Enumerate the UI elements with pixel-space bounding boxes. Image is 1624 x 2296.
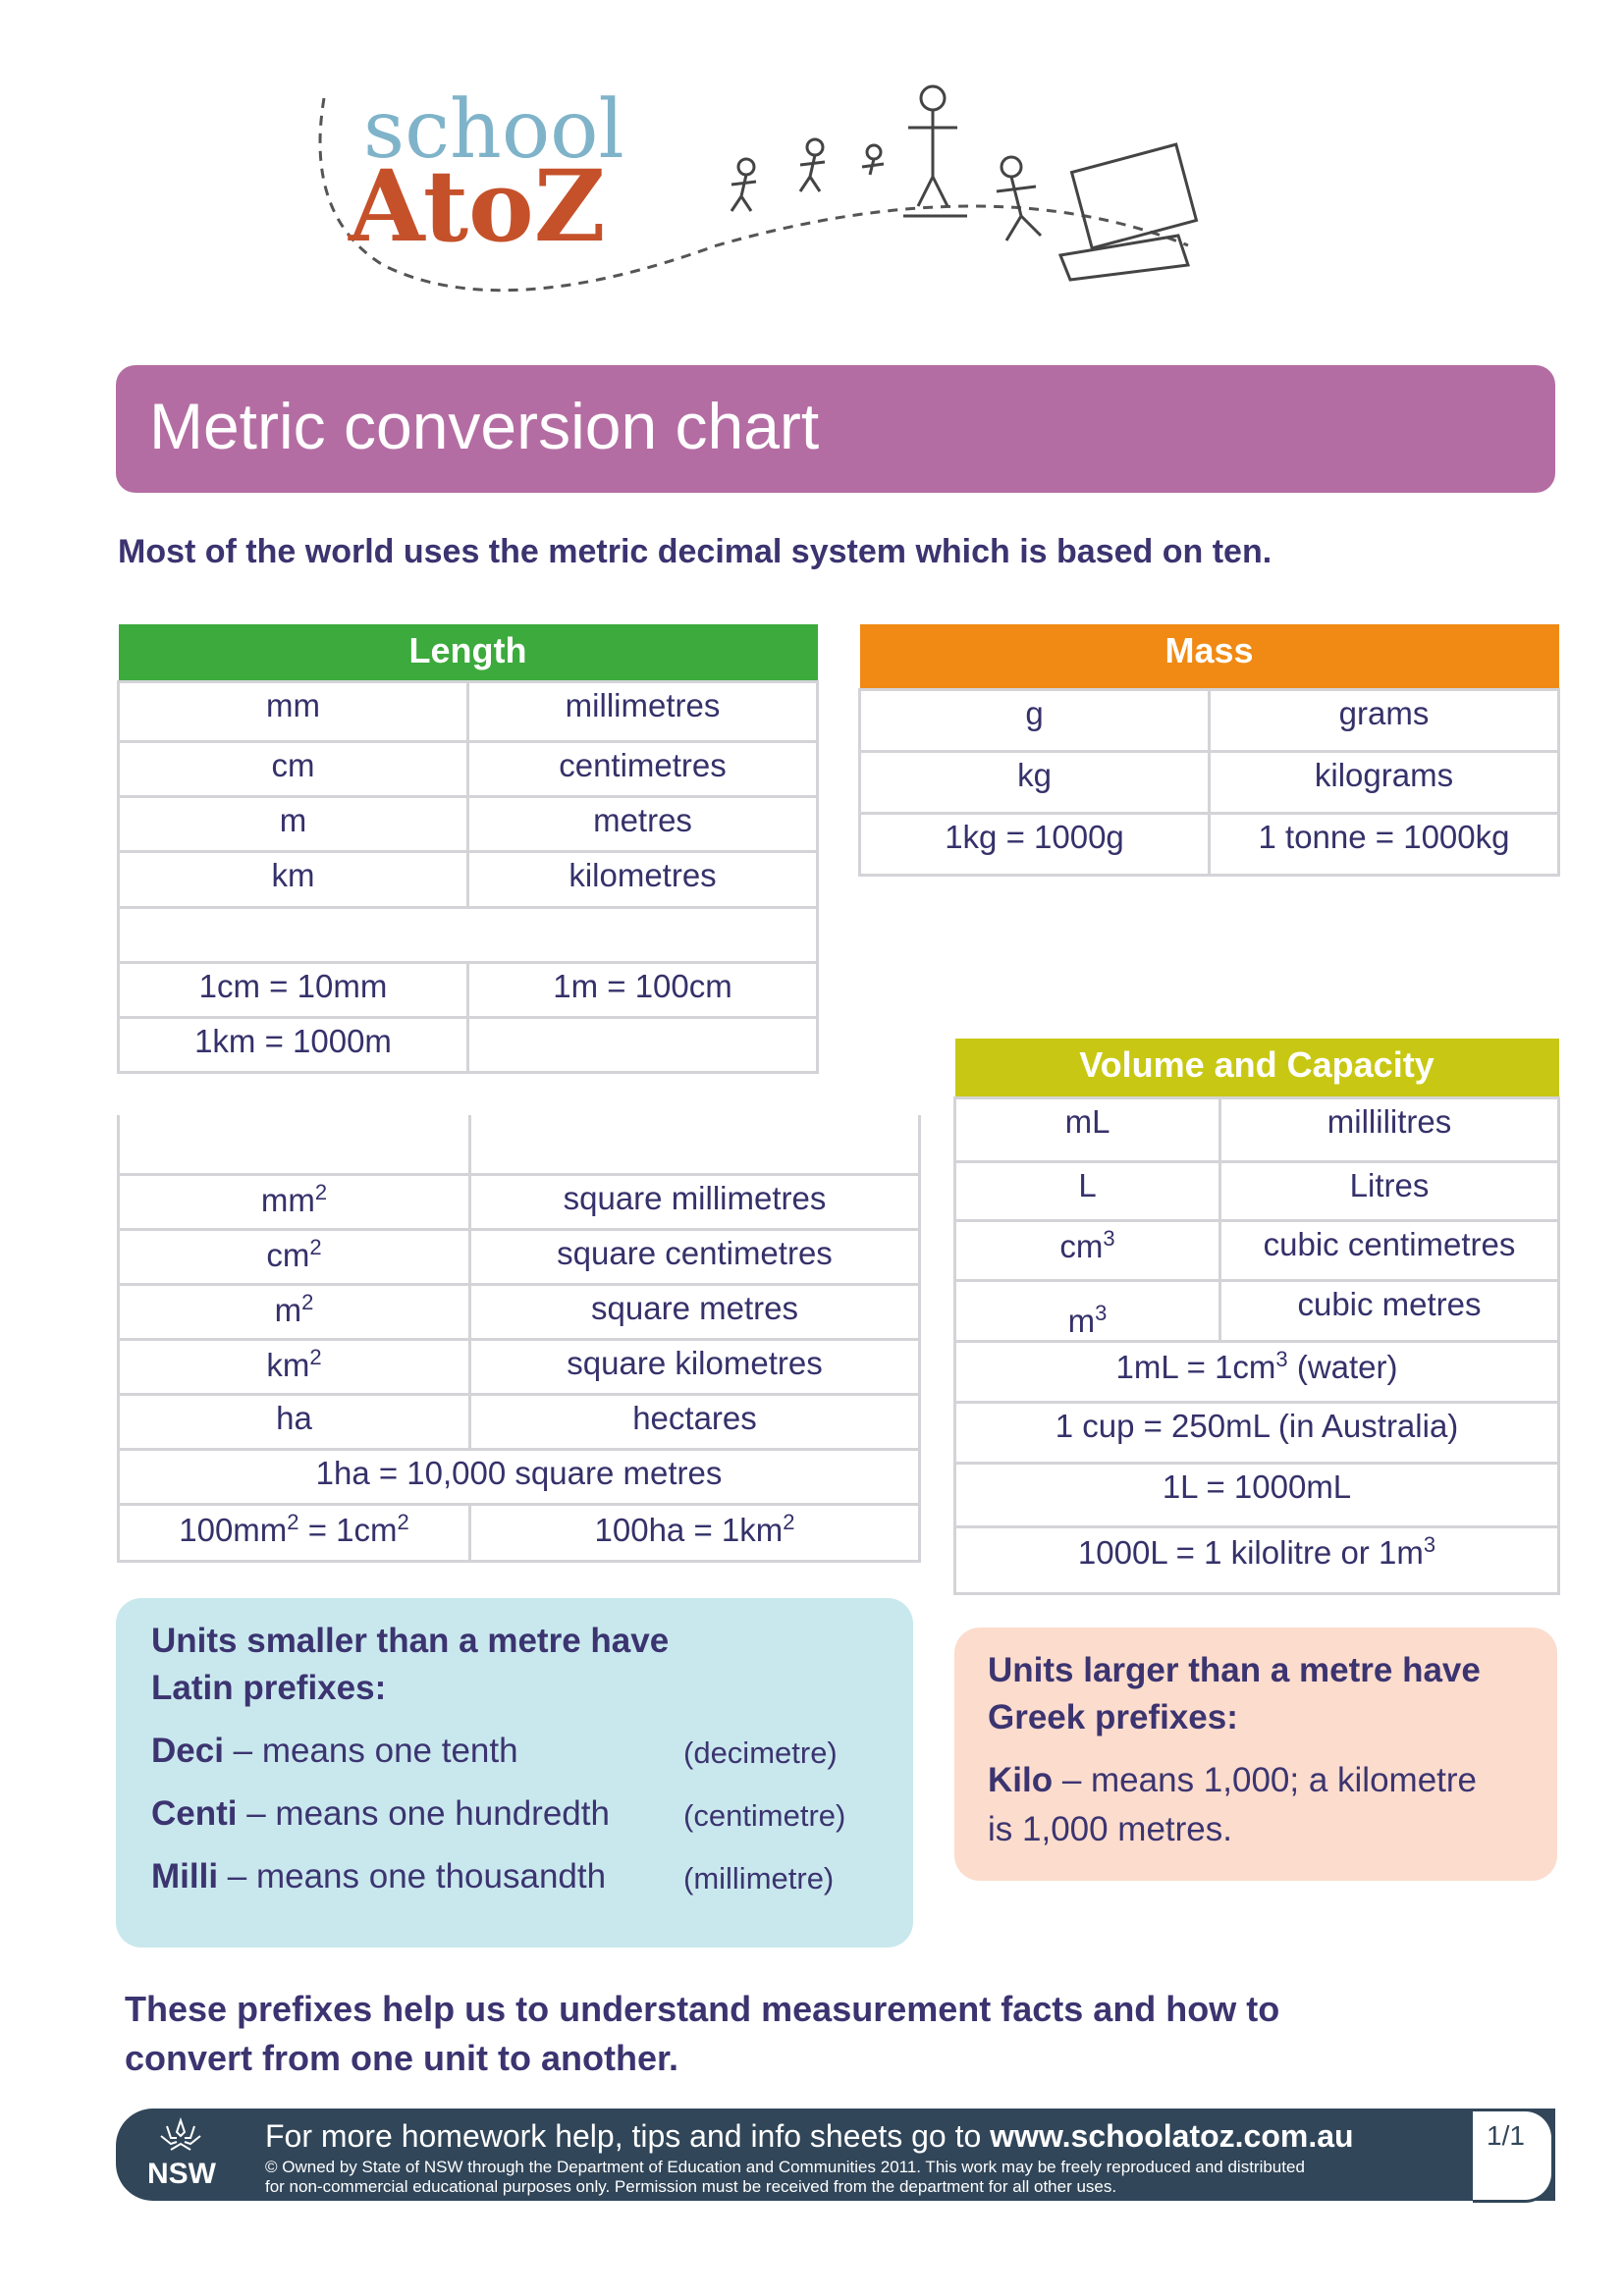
school-atoz-logo-illustration	[304, 69, 1326, 304]
length-unit: mm	[119, 681, 468, 741]
latin-example: (centimetre)	[683, 1798, 846, 1833]
area-fact: $100ha = 1km^2$	[470, 1504, 920, 1561]
length-fact: 1km = 1000m	[119, 1017, 468, 1072]
length-fact	[468, 1017, 818, 1072]
area-unit: $m^2$	[119, 1284, 470, 1339]
volume-fact: 1000L = 1 kilolitre or $1m^3$	[955, 1526, 1559, 1593]
length-name: centimetres	[468, 741, 818, 796]
outro-text	[125, 1985, 1279, 2083]
footer-main-text: For more homework help, tips and info sheets go to www.schoolatoz.com.au	[265, 2118, 1354, 2154]
intro-text: Most of the world uses the metric decimal system which is based on ten.	[118, 533, 1272, 570]
mass-heading: Mass	[1164, 630, 1254, 670]
outro-line: convert from one unit to another.	[125, 2038, 679, 2078]
length-name: millimetres	[468, 681, 818, 741]
area-unit: ha	[119, 1394, 470, 1449]
mass-name: kilograms	[1210, 751, 1559, 813]
area-empty-cell	[470, 1115, 920, 1174]
area-table	[117, 1115, 921, 1563]
volume-unit: mL	[955, 1097, 1220, 1161]
area-name: hectares	[470, 1394, 920, 1449]
latin-heading-1: Units smaller than a metre have	[151, 1622, 670, 1660]
latin-heading-2: Latin prefixes:	[151, 1669, 387, 1707]
latin-item: Milli – means one thousandth	[151, 1857, 607, 1896]
length-fact: 1cm = 10mm	[119, 962, 468, 1017]
volume-name: cubic centimetres	[1220, 1220, 1559, 1280]
greek-item: Kilo – means 1,000; a kilometre	[988, 1761, 1478, 1799]
mass-table	[858, 624, 1560, 877]
nsw-logo-text: NSW	[147, 2158, 216, 2190]
volume-unit: $m^3$	[955, 1280, 1220, 1341]
greek-prefix-box	[954, 1628, 1557, 1881]
area-fact: 1ha = 10,000 square metres	[119, 1449, 920, 1504]
mass-unit: g	[860, 689, 1210, 751]
latin-item: Centi – means one hundredth	[151, 1794, 610, 1833]
length-empty-row	[119, 907, 818, 962]
mass-fact: 1kg = 1000g	[860, 813, 1210, 875]
logo-atoz-text: AtoZ	[349, 148, 606, 264]
page-number: 1/1	[1487, 2120, 1525, 2151]
volume-fact: $1mL = 1cm^3$ (water)	[955, 1341, 1559, 1402]
latin-example: (millimetre)	[683, 1861, 835, 1896]
length-unit: cm	[119, 741, 468, 796]
greek-item-continued: is 1,000 metres.	[988, 1810, 1232, 1848]
volume-heading: Volume and Capacity	[1079, 1044, 1435, 1085]
length-name: metres	[468, 796, 818, 851]
area-name: square millimetres	[470, 1174, 920, 1229]
length-fact: 1m = 100cm	[468, 962, 818, 1017]
mass-name: grams	[1210, 689, 1559, 751]
logo-school-text: school	[363, 83, 624, 177]
area-unit: $mm^2$	[119, 1174, 470, 1229]
length-unit: m	[119, 796, 468, 851]
area-name: square metres	[470, 1284, 920, 1339]
area-name: square kilometres	[470, 1339, 920, 1394]
area-name: square centimetres	[470, 1229, 920, 1284]
title-bar	[116, 365, 1555, 493]
volume-unit: L	[955, 1161, 1220, 1220]
volume-unit: $cm^3$	[955, 1220, 1220, 1280]
greek-heading-1: Units larger than a metre have	[988, 1651, 1481, 1689]
length-table	[117, 624, 819, 1074]
area-unit: $km^2$	[119, 1339, 470, 1394]
outro-line: These prefixes help us to understand measurement facts and how to	[125, 1989, 1280, 2029]
waratah-icon	[157, 2116, 204, 2156]
area-empty-cell	[119, 1115, 470, 1174]
mass-fact: 1 tonne = 1000kg	[1210, 813, 1559, 875]
area-fact: $100mm^2 = 1cm^2$	[119, 1504, 470, 1561]
volume-name: millilitres	[1220, 1097, 1559, 1161]
mass-unit: kg	[860, 751, 1210, 813]
volume-fact: 1L = 1000mL	[955, 1463, 1559, 1526]
volume-fact: 1 cup = 250mL (in Australia)	[955, 1402, 1559, 1463]
volume-name: cubic metres	[1220, 1280, 1559, 1341]
volume-name: Litres	[1220, 1161, 1559, 1220]
latin-prefix-box	[116, 1598, 913, 1948]
volume-table	[953, 1039, 1560, 1595]
footer-copyright: © Owned by State of NSW through the Department of Education and Communities 2011. This work may be freely reproduced and distributed for non-commercial educational purposes only. Permission must be received from the department for all other uses.	[265, 2158, 1305, 2196]
length-name: kilometres	[468, 851, 818, 907]
length-unit: km	[119, 851, 468, 907]
greek-heading-2: Greek prefixes:	[988, 1698, 1238, 1736]
latin-item: Deci – means one tenth	[151, 1732, 518, 1770]
footer-url-link[interactable]: www.schoolatoz.com.au	[990, 2118, 1354, 2154]
length-heading: Length	[408, 630, 527, 670]
latin-example: (decimetre)	[683, 1735, 838, 1770]
page-title: Metric conversion chart	[149, 390, 820, 462]
area-unit: $cm^2$	[119, 1229, 470, 1284]
